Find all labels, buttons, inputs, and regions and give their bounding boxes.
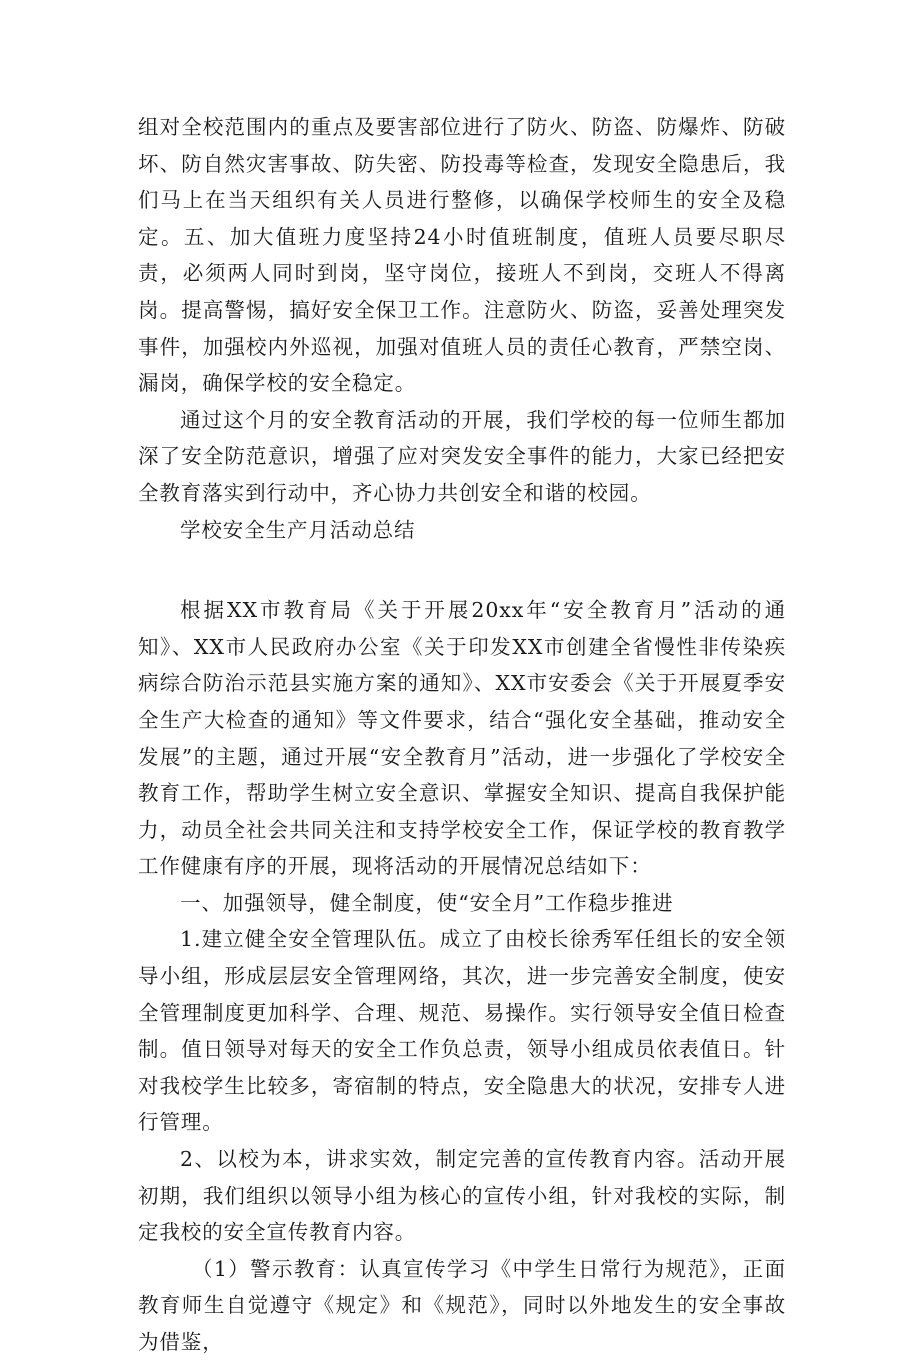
section-heading-one: 一、加强领导，健全制度，使“安全月”工作稳步推进 xyxy=(180,890,674,915)
section-title: 学校安全生产月活动总结 xyxy=(180,517,416,542)
body-paragraph-continuation: 组对全校范围内的重点及要害部位进行了防火、防盗、防爆炸、防破坏、防自然灾害事故、防失密、防投毒等检查，发现安全隐患后，我们马上在当天组织有关人员进行整修，以确保学校师生的安全及稳定。五、加大值班力度坚持24小时值班制度，值班人员要尽职尽责，必须两人同时到岗，坚守岗位，接班人不到岗，交班人不得离岗。提高警惕，搞好安全保卫工作。注意防火、防盗，妥善处理突发事件，加强校内外巡视，加强对值班人员的责任心教育，严禁空岗、漏岗，确保学校的安全稳定。 xyxy=(138,115,786,396)
blank-line xyxy=(138,548,786,592)
section-paragraph-item-2: 2、以校为本，讲求实效，制定完善的宣传教育内容。活动开展初期，我们组织以领导小组为核心的宣传小组，针对我校的实际，制定我校的安全宣传教育内容。 xyxy=(138,1147,786,1245)
section-paragraph-intro: 根据XX市教育局《关于开展20xx年“安全教育月”活动的通知》、XX市人民政府办公室《关于印发XX市创建全省慢性非传染疾病综合防治示范县实施方案的通知》、XX市安委会《关于开展夏季安全生产大检查的通知》等文件要求，结合“强化安全基础，推动安全发展”的主题，通过开展“安全教育月”活动，进一步强化了学校安全教育工作，帮助学生树立安全意识、掌握安全知识、提高自我保护能力，动员全社会共同关注和支持学校安全工作，保证学校的教育教学工作健康有序的开展，现将活动的开展情况总结如下： xyxy=(138,598,786,879)
body-paragraph-summary: 通过这个月的安全教育活动的开展，我们学校的每一位师生都加深了安全防范意识，增强了应对突发安全事件的能力，大家已经把安全教育落实到行动中，齐心协力共创安全和谐的校园。 xyxy=(138,407,786,505)
section-paragraph-item-1: 1.建立健全安全管理队伍。成立了由校长徐秀军任组长的安全领导小组，形成层层安全管理网络，其次，进一步完善安全制度，使安全管理制度更加科学、合理、规范、易操作。实行领导安全值日检查制。值日领导对每天的安全工作负总责，领导小组成员依表值日。针对我校学生比较多，寄宿制的特点，安全隐患大的状况，安排专人进行管理。 xyxy=(138,927,786,1135)
section-paragraph-warning-education: （1）警示教育：认真宣传学习《中学生日常行为规范》，正面教育师生自觉遵守《规定》和《规范》，同时以外地发生的安全事故为借鉴， xyxy=(138,1256,786,1354)
document-body xyxy=(138,109,786,1361)
